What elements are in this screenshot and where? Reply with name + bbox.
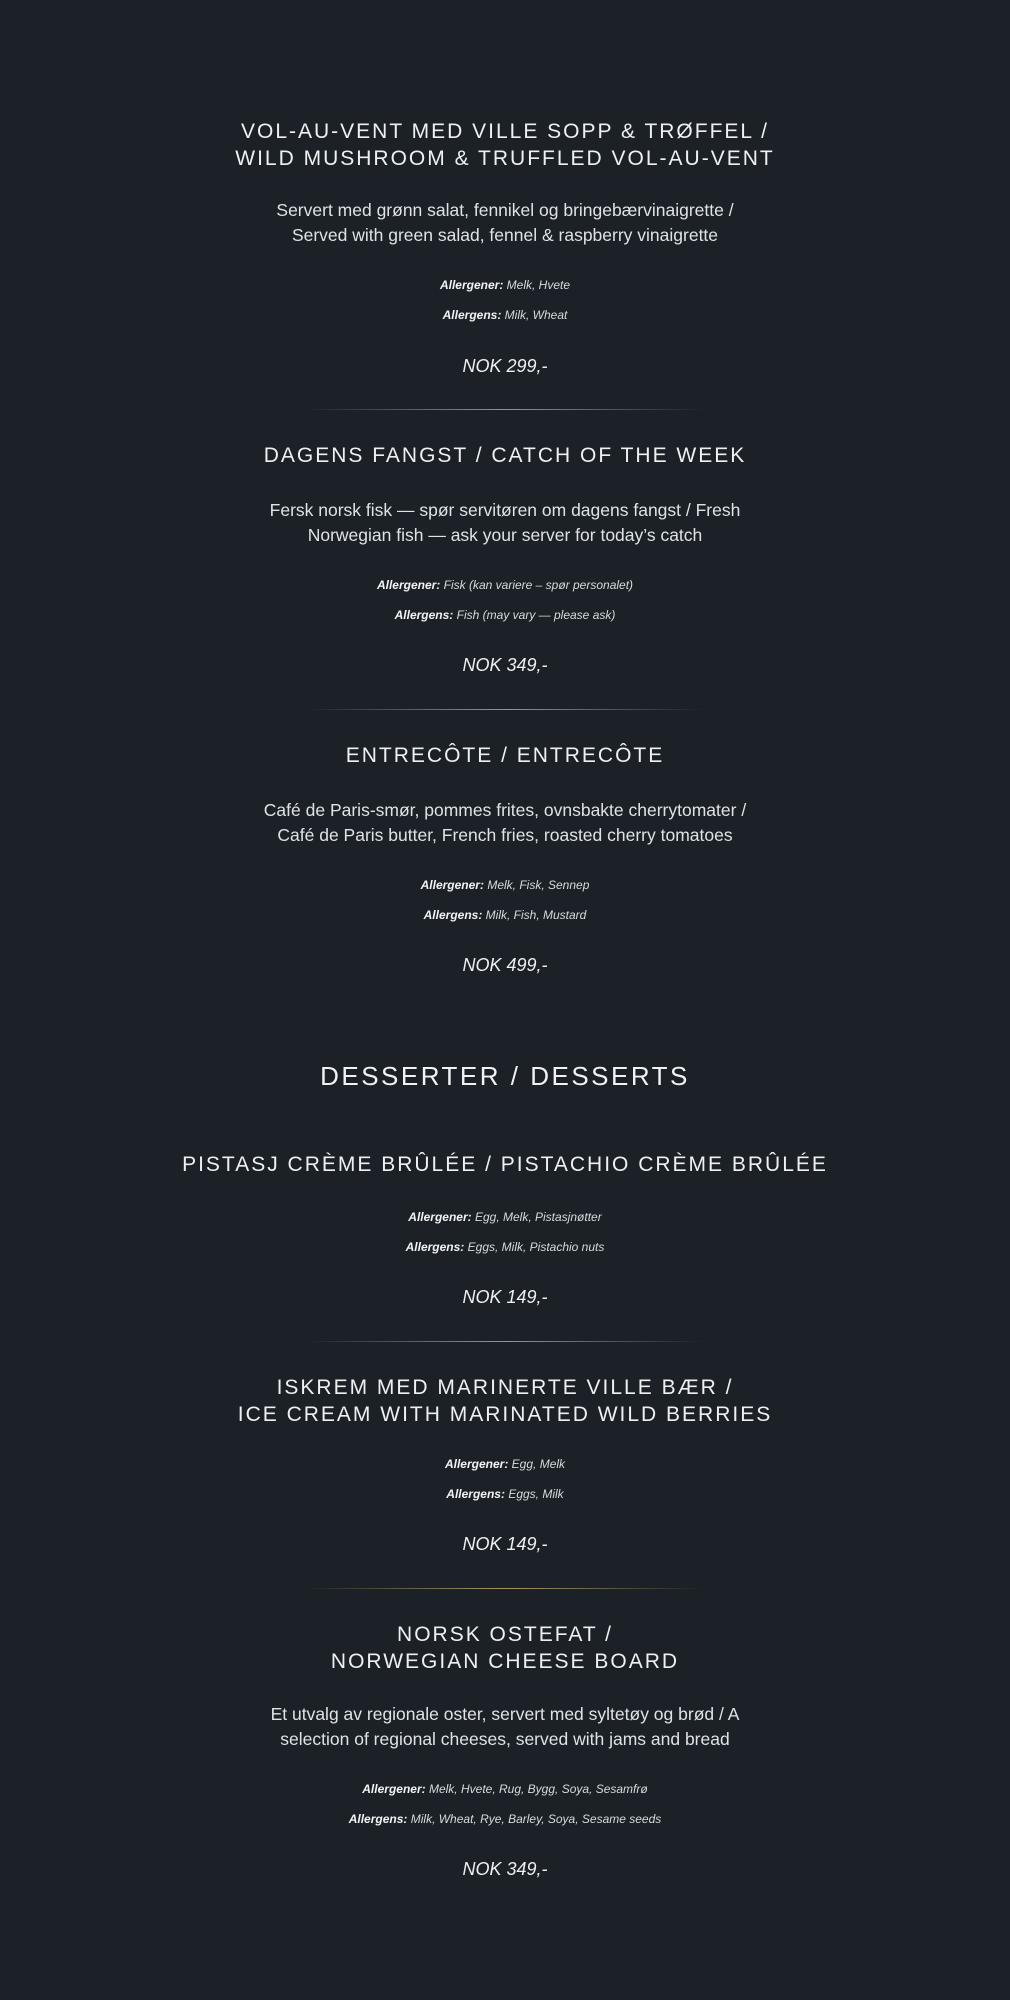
dish-title-line: WILD MUSHROOM & TRUFFLED VOL-AU-VENT [235,147,775,170]
allergener-label: Allergener: [420,878,484,892]
divider [305,709,705,710]
allergens-value: Milk, Wheat, Rye, Barley, Soya, Sesame seeds [410,1812,662,1826]
dish-price: NOK 299,- [462,356,548,376]
dish-title-line: VOL-AU-VENT MED VILLE SOPP & TRØFFEL / [240,120,769,143]
allergens-label: Allergens: [442,308,502,322]
allergens-value: Eggs, Milk, Pistachio nuts [467,1240,605,1254]
divider [305,409,705,410]
dish-price: NOK 149,- [462,1534,548,1554]
dish-description: Café de Paris-smør, pommes frites, ovnsbakte cherrytomater / Café de Paris butter, French fries, roasted cherry tomatoes [263,800,747,845]
allergener-no [0,1456,1010,1472]
allergens-value: Milk, Fish, Mustard [485,908,587,922]
allergens-label: Allergens: [405,1240,465,1254]
dish-title-line: ENTRECÔTE / ENTRECÔTE [345,744,665,767]
dish-title-line: ISKREM MED MARINERTE VILLE BÆR / [276,1376,734,1399]
allergens-en [0,307,1010,323]
allergener-label: Allergener: [444,1457,509,1471]
dish-title [0,1374,1010,1428]
allergener-label: Allergener: [408,1210,472,1224]
dish-title-line: ICE CREAM WITH MARINATED WILD BERRIES [237,1403,773,1426]
dish-description: Fersk norsk fisk — spør servitøren om dagens fangst / Fresh Norwegian fish — ask your server for today’s catch [269,500,741,545]
allergens-label: Allergens: [394,608,454,622]
dish-title-line: NORWEGIAN CHEESE BOARD [330,1650,680,1673]
dish-title-line: PISTASJ CRÈME BRÛLÉE / PISTACHIO CRÈME BRÛLÉE [182,1153,828,1176]
allergener-no [0,877,1010,893]
allergens-label: Allergens: [446,1487,505,1501]
dish-description: Et utvalg av regionale oster, servert med syltetøy og brød / A selection of regional cheeses, served with jams and bread [270,1704,740,1749]
allergener-no [0,577,1010,593]
dish-title [0,442,1010,469]
allergens-en [0,1239,1010,1255]
allergens-label: Allergens: [348,1812,408,1826]
dish-title [0,1621,1010,1675]
desserts-heading: DESSERTER / DESSERTS [320,1061,690,1091]
dish-price: NOK 349,- [462,1859,548,1879]
divider [305,1588,705,1589]
allergens-en [0,607,1010,623]
allergener-label: Allergener: [439,278,504,292]
allergens-en [0,1486,1010,1502]
allergener-value: Melk, Hvete, Rug, Bygg, Soya, Sesamfrø [428,1782,648,1796]
allergener-value: Fisk (kan variere – spør personalet) [443,578,634,592]
allergener-no [0,1781,1010,1797]
allergener-value: Melk, Fisk, Sennep [487,878,590,892]
allergener-value: Melk, Hvete [506,278,571,292]
allergens-value: Eggs, Milk [508,1487,564,1501]
allergener-label: Allergener: [362,1782,426,1796]
dish-description: Servert med grønn salat, fennikel og bringebærvinaigrette / Served with green salad, fennel & raspberry vinaigrette [276,200,734,245]
dish-price: NOK 499,- [462,955,548,975]
allergener-value: Egg, Melk, Pistasjnøtter [474,1210,602,1224]
allergens-en [0,1811,1010,1827]
dish-price: NOK 149,- [462,1287,548,1307]
allergens-en [0,907,1010,923]
allergens-value: Milk, Wheat [504,308,568,322]
allergener-no [0,1209,1010,1225]
allergener-value: Egg, Melk [511,1457,566,1471]
allergener-no [0,277,1010,293]
allergens-label: Allergens: [423,908,483,922]
allergens-value: Fish (may vary — please ask) [456,608,616,622]
allergener-label: Allergener: [376,578,441,592]
dish-price: NOK 349,- [462,655,548,675]
dish-title-line: NORSK OSTEFAT / [397,1623,613,1646]
dish-title [0,742,1010,769]
dish-title-line: DAGENS FANGST / CATCH OF THE WEEK [263,444,747,467]
dish-title [0,1151,1010,1178]
divider [305,1341,705,1342]
dish-title [0,118,1010,172]
